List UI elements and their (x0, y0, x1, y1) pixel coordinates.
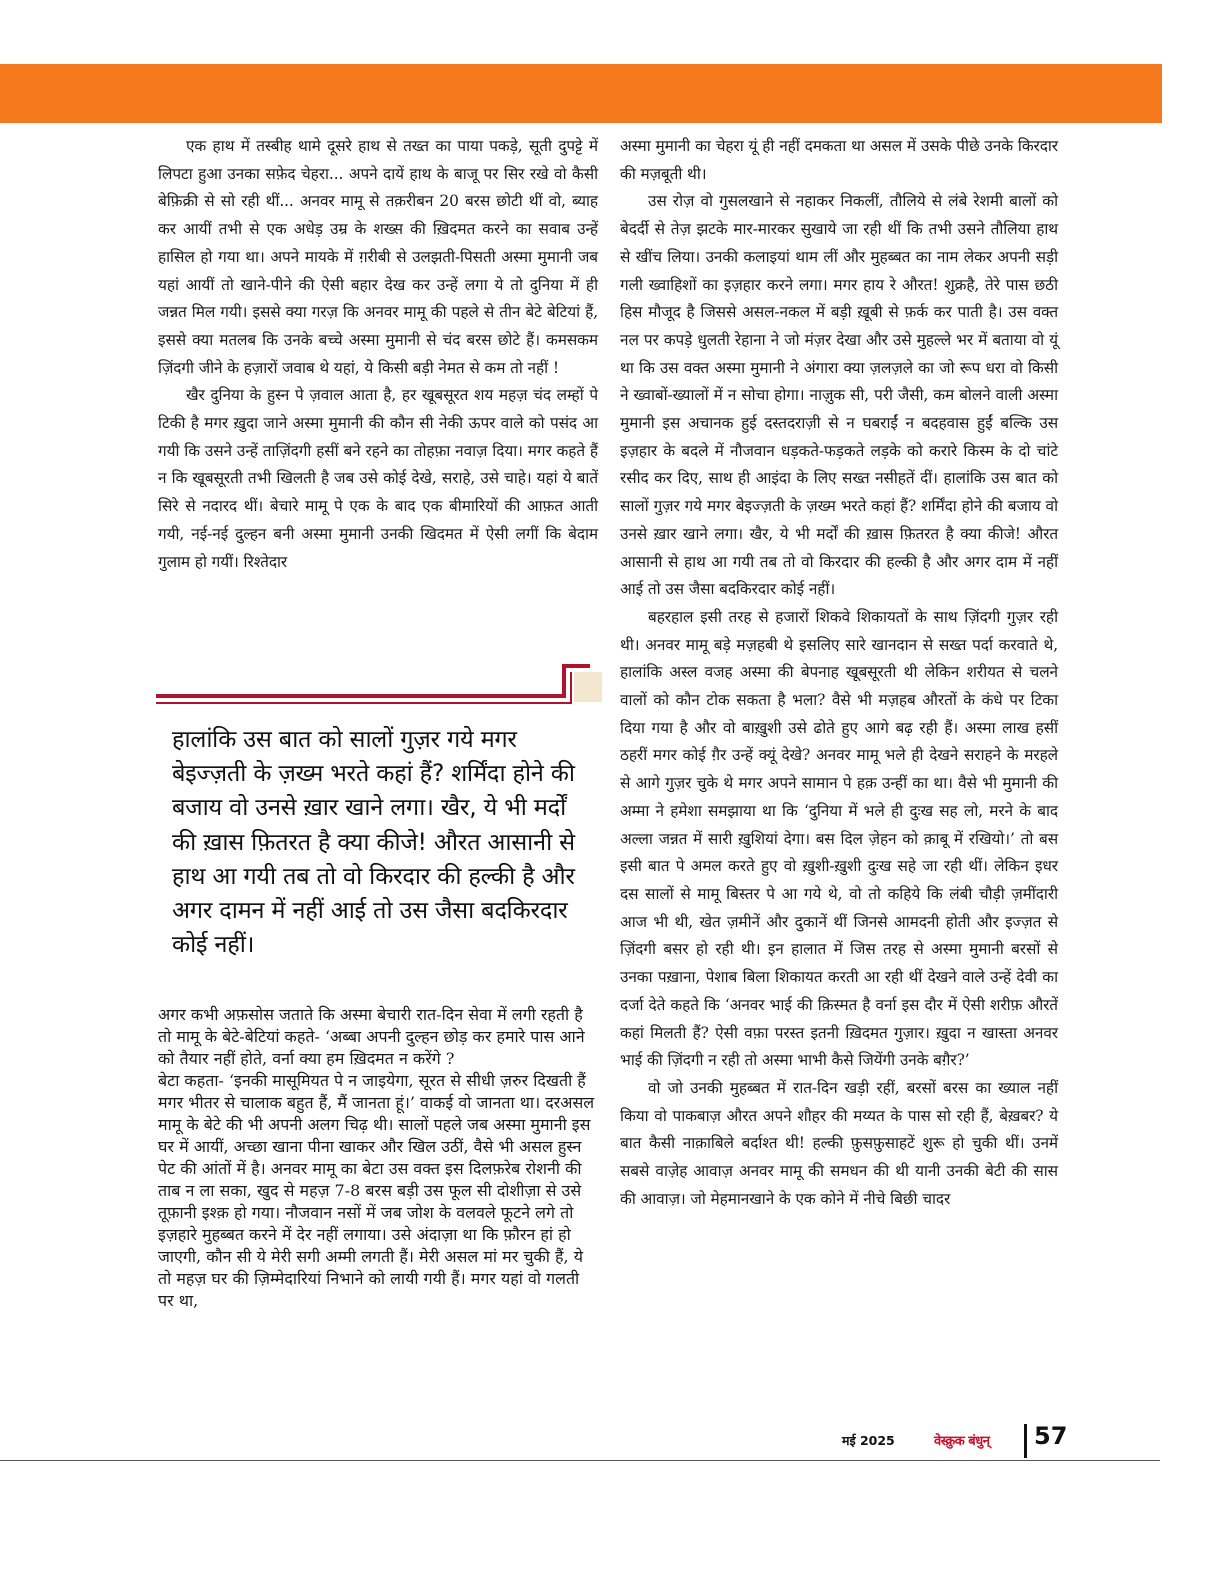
pull-quote-corner-box (574, 672, 602, 702)
left-column-top (158, 133, 598, 576)
pull-quote: हालांकि उस बात को सालों गुज़र गये मगर बेइज्ज़ती के ज़ख्म भरते कहां हैं? शर्मिंदा होने की बजाय वो उनसे ख़ार खाने लगा। खैर, ये भी मर्दों की ख़ास फ़ितरत है क्या कीजे! औरत आसानी से हाथ आ गयी तब तो वो किरदार की हल्की है और अगर दामन में नहीं आई तो उस जैसा बदकिरदार कोई नहीं। (172, 725, 575, 959)
paragraph: अगर कभी अफ़सोस जताते कि अस्मा बेचारी रात-दिन सेवा में लगी रहती है तो मामू के बेटे-बेटियां कहते- ‘अब्बा अपनी दुल्हन छोड़ कर हमारे पास आने को तैयार नहीं होते, वर्ना क्या हम ख़िदमत न करेंगे ? (158, 1005, 585, 1068)
pull-quote-frame (156, 664, 602, 710)
paragraph: उस रोज़ वो गुसलखाने से नहाकर निकलीं, तौलिये से लंबे रेशमी बालों को बेदर्दी से तेज़ झटके मार-मारकर सुखाये जा रही थीं कि तभी उसने तौलिया हाथ से खींच लिया। उनकी कलाइयां थाम लीं और मुहब्बत का नाम लेकर अपनी सड़ी गली ख्वाहिशों का इज़हार करने लगा। मगर हाय रे औरत! शुक्रहै, तेरे पास छठी हिस मौजूद है जिससे असल-नकल में बड़ी ख़ूबी से फ़र्क कर पाती है। उस वक्त नल पर कपड़े धुलती रेहाना ने जो मंज़र देखा और उसे मुहल्ले भर में बताया वो यूं था कि उस वक्त अस्मा मुमानी ने अंगारा क्या ज़लज़ले का जो रूप धरा वो किसी ने ख्वाबों-ख्यालों में न सोचा होगा। नाज़ुक सी, परी जैसी, कम बोलने वाली अस्मा मुमानी इस अचानक हुई दस्तदराज़ी से न घबराईं न बदहवास हुईं बल्कि उस इज़हार के बदले में नौजवान धड़कते-फड़कते लड़के को करारे किस्म के दो चांटे रसीद कर दिए, साथ ही आइंदा के लिए सख्त नसीहतें दीं। हालांकि उस बात को सालों गुज़र गये मगर बेइज्ज़ती के ज़ख्म भरते कहां हैं? शर्मिंदा होने की बजाय वो उनसे ख़ार खाने लगा। खैर, ये भी मर्दों की ख़ास फ़ितरत है क्या कीजे! औरत आसानी से हाथ आ गयी तब तो वो किरदार की हल्की है और अगर दाम में नहीं आई तो उस जैसा बदकिरदार कोई नहीं। (620, 192, 1058, 599)
pull-quote-rule-thin (156, 702, 572, 704)
paragraph: खैर दुनिया के हुस्न पे ज़वाल आता है, हर खूबसूरत शय महज़ चंद लम्हों पे टिकी है मगर ख़ुदा जाने अस्मा मुमानी की कौन सी नेकी ऊपर वाले को पसंद आ गयी कि उसने उन्हें ताज़िंदगी हसीं बने रहने का तोहफ़ा नवाज़ दिया। मगर कहते हैं न कि खूबसूरती तभी खिलती है जब उसे कोई देखे, सराहे, उसे चाहे। यहां ये बातें सिरे से नदारद थीं। बेचारे मामू पे एक के बाद एक बीमारियों की आफ़त आती गयी, नई-नई दुल्हन बनी अस्मा मुमानी उनकी खिदमत में ऐसी लगीं कि बेदाम गुलाम हो गयीं। रिश्तेदार (158, 386, 598, 571)
paragraph: अस्मा मुमानी का चेहरा यूं ही नहीं दमकता था असल में उसके पीछे उनके किरदार की मज़बूती थी। (620, 137, 1058, 183)
pull-quote-corner-top (562, 664, 590, 668)
paragraph: वो जो उनकी मुहब्बत में रात-दिन खड़ी रहीं, बरसों बरस का ख्याल नहीं किया वो पाकबाज़ औरत अपने शौहर की मय्यत के पास सो रही हैं, बेख़बर? ये बात कैसी नाक़ाबिले बर्दाश्त थी! हल्की फ़ुसफ़ुसाहटें शुरू हो चुकी थीं। उनमें सबसे वाज़ेह आवाज़ अनवर मामू की समधन की थी यानी उनकी बेटी की सास की आवाज़। जो मेहमानखाने के एक कोने में नीचे बिछी चादर (620, 1078, 1058, 1208)
right-column (620, 133, 1058, 1213)
pull-quote-corner (562, 664, 566, 698)
paragraph: एक हाथ में तस्बीह थामे दूसरे हाथ से तख्त का पाया पकड़े, सूती दुपट्टे में लिपटा हुआ उनका सफ़ेद चेहरा... अपने दायें हाथ के बाजू पर सिर रखे वो कैसी बेफ़िक्री से सो रही थीं... अनवर मामू से तक़रीबन 20 बरस छोटी थीं वो, ब्याह कर आयीं तभी से एक अधेड़ उम्र के शख्स की ख़िदमत करने का सवाब उन्हें हासिल हो गया था। अपने मायके में ग़रीबी से उलझती-पिसती अस्मा मुमानी जब यहां आयीं तो खाने-पीने की ऐसी बहार देख कर उन्हें लगा ये तो दुनिया में ही जन्नत मिल गयी। इससे क्या गरज़ कि अनवर मामू की पहले से तीन बेटे बेटियां हैं, इससे क्या मतलब कि उनके बच्चे अस्मा मुमानी से चंद बरस छोटे हैं। कमसकम ज़िंदगी जीने के हज़ारों जवाब थे यहां, ये किसी बड़ी नेमत से कम तो नहीं ! (158, 137, 598, 377)
pull-quote-corner-inner (570, 672, 572, 704)
top-color-band (0, 64, 1162, 123)
left-column-bottom (158, 1003, 598, 1311)
pull-quote-rule (156, 694, 562, 698)
footer-rule (0, 1460, 1160, 1461)
footer-month: मई 2025 (842, 1433, 895, 1448)
paragraph: बेटा कहता- ‘इनकी मासूमियत पे न जाइयेगा, सूरत से सीधी ज़रुर दिखती हैं मगर भीतर से चालाक बहुत हैं, मैं जानता हूं।’ वाकई वो जानता था। दरअसल मामू के बेटे की भी अपनी अलग चिढ़ थी। सालों पहले जब अस्मा मुमानी इस घर में आयीं, अच्छा खाना पीना खाकर और खिल उठीं, वैसे भी असल हुस्न पेट की आंतों में है। अनवर मामू का बेटा उस वक्त इस दिलफ़रेब रोशनी की ताब न ला सका, खुद से महज़ 7-8 बरस बड़ी उस फूल सी दोशीज़ा से उसे तूफ़ानी इश्क़ हो गया। नौजवान नसों में जब जोश के वलवले फूटने लगे तो इज़हारे मुहब्बत करने में देर नहीं लगाया। उसे अंदाज़ा था कि फ़ौरन हां हो जाएगी, कौन सी ये मेरी सगी अम्मी लगती हैं। मेरी असल मां मर चुकी हैं, ये तो महज़ घर की ज़िम्मेदारियां निभाने को लायी गयी हैं। मगर यहां वो गलती पर था, (158, 1071, 595, 1310)
magazine-logo: वेस्क्रुक बंधुन् (934, 1434, 990, 1449)
footer-separator (1024, 1424, 1027, 1458)
paragraph: बहरहाल इसी तरह से हजारों शिकवे शिकायतों के साथ ज़िंदगी गुज़र रही थी। अनवर मामू बड़े मज़हबी थे इसलिए सारे खानदान से सख्त पर्दा करवाते थे, हालांकि अस्ल वजह अस्मा की बेपनाह खूबसूरती थी लेकिन शरीयत से चलने वालों को कौन टोक सकता है भला? वैसे भी मज़हब औरतों के कंधे पर टिका दिया गया है और वो बाख़ुशी उसे ढोते हुए आगे बढ़ रही हैं। अस्मा लाख हसीं ठहरीं मगर कोई ग़ैर उन्हें क्यूं देखे? अनवर मामू भले ही देखने सराहने के मरहले से आगे गुज़र चुके थे मगर अपने सामान पे हक़ उन्हीं का था। वैसे भी मुमानी की अम्मा ने हमेशा समझाया था कि ‘दुनिया में भले ही दुःख सह लो, मरने के बाद अल्ला जन्नत में सारी ख़ुशियां देगा। बस दिल ज़ेहन को क़ाबू में रखियो।’ तो बस इसी बात पे अमल करते हुए वो ख़ुशी-ख़ुशी दुःख सहे जा रही थीं। लेकिन इधर दस सालों से मामू बिस्तर पे आ गये थे, वो तो कहिये कि लंबी चौड़ी ज़मींदारी आज भी थी, खेत ज़मीनें और दुकानें थीं जिनसे आमदनी होती और इज्ज़त से ज़िंदगी बसर हो रही थी। इन हालात में जिस तरह से अस्मा मुमानी बरसों से उनका पख़ाना, पेशाब बिला शिकायत करती आ रही थीं देखने वाले उन्हें देवी का दर्जा देते कहते कि ‘अनवर भाई की क़िस्मत है वर्ना इस दौर में ऐसी शरीफ़ औरतें कहां मिलती हैं? ऐसी वफ़ा परस्त इतनी ख़िदमत गुज़ार। ख़ुदा न खास्ता अनवर भाई की ज़िंदगी न रही तो अस्मा भाभी कैसे जियेंगी उनके बग़ैर?’ (620, 607, 1058, 1070)
page-number: 57 (1034, 1422, 1068, 1450)
